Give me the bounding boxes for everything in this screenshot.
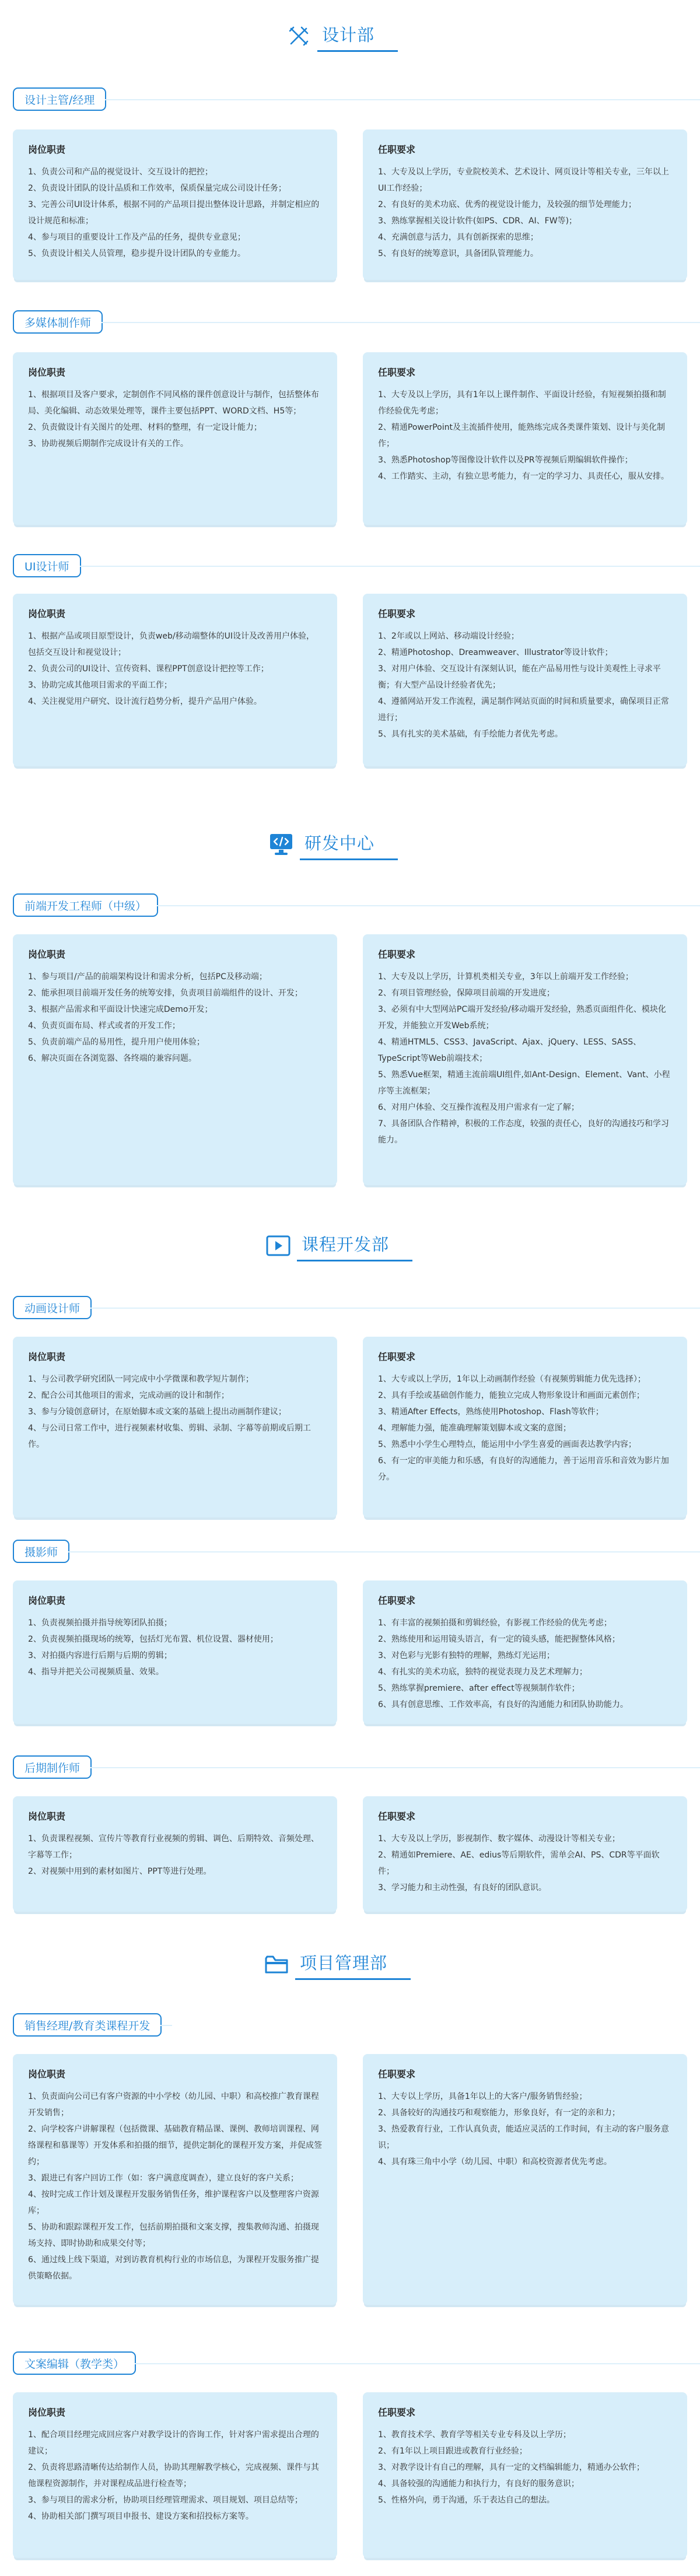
duty-item: 2、负责设计团队的设计品质和工作效率，保质保量完成公司设计任务； [28, 184, 286, 193]
requirement-item: 1、2年或以上网站、移动端设计经验； [378, 632, 519, 641]
duty-item: 2、能承担项目前端开发任务的统筹安排，负责项目前端组件的设计、开发； [28, 989, 303, 998]
requirement-item: 3、学习能力和主动性强，有良好的团队意识。 [378, 1883, 547, 1892]
requirements-card [363, 1796, 687, 1912]
requirement-item: 3、熟练掌握相关设计软件(如PS、CDR、AI、FW等)； [378, 216, 578, 226]
duties-title: 岗位职责 [28, 1811, 66, 1822]
pencil-ruler-icon [286, 23, 312, 49]
requirement-item: 1、大专以上学历，具备1年以上的大客户/服务销售经验； [378, 2092, 587, 2101]
position-tag: 多媒体制作师 [13, 310, 103, 334]
duties-title: 岗位职责 [28, 2069, 66, 2080]
requirements-title: 任职要求 [378, 367, 416, 378]
requirements-card [363, 1580, 687, 1724]
requirements-card [363, 352, 687, 525]
requirement-item: 1、有丰富的视频拍摄和剪辑经验，有影视工作经验的优先考虑； [378, 1618, 612, 1628]
position-tag: 前端开发工程师（中级） [13, 893, 158, 917]
requirement-item: 5、熟悉Vue框架，精通主流前端UI组件,如Ant-Design、Element、Vant、小程序等主流框架； [378, 1070, 670, 1096]
requirement-item: 3、对色彩与光影有独特的理解，熟练灯光运用； [378, 1651, 555, 1660]
folder-icon [264, 1951, 289, 1977]
requirement-item: 2、精通如Premiere、AE、edius等后期软件，需单会AI、PS、CDR等平面软件； [378, 1850, 660, 1876]
duty-item: 4、按时完成工作计划及课程开发服务销售任务，维护课程客户以及整理客户资源库； [28, 2190, 319, 2216]
duty-item: 2、向学校客户讲解课程（包括微课、基础教育精品课、课例、教师培训课程、网络课程和慕课等）开发体系和拍摄的细节，提供定制化的课程开发方案，并促成签约； [28, 2125, 322, 2167]
requirement-item: 1、大专及以上学历，影视制作、数字媒体、动漫设计等相关专业； [378, 1834, 620, 1843]
requirement-item: 2、熟练使用和运用镜头语言，有一定的镜头感，能把握整体风格； [378, 1635, 620, 1644]
duty-item: 3、完善公司UI设计体系，根据不同的产品项目提出整体设计思路，并制定相应的设计规范和标准； [28, 200, 320, 226]
duty-item: 3、参与项目的需求分析，协助项目经理管理需求、项目规划、项目总结等； [28, 2496, 303, 2505]
duty-item: 1、负责课程视频、宣传片等教育行业视频的剪辑、调色、后期特效、音频处理、字幕等工作； [28, 1834, 319, 1860]
duty-item: 6、通过线上线下渠道，对到访教育机构行业的市场信息，为课程开发服务推广提供策略依据。 [28, 2255, 319, 2281]
requirements-card [363, 129, 687, 280]
requirements-title: 任职要求 [378, 1595, 416, 1606]
requirement-item: 1、教育技术学、教育学等相关专业专科及以上学历； [378, 2430, 571, 2440]
video-play-icon [265, 1233, 291, 1259]
duties-card [13, 594, 337, 766]
requirement-item: 3、必须有中大型网站PC端开发经验/移动端开发经验，熟悉页面组件化、模块化开发，并能独立开发Web系统； [378, 1005, 666, 1031]
requirement-item: 6、有一定的审美能力和乐感，有良好的沟通能力，善于运用音乐和音效为影片加分。 [378, 1456, 669, 1482]
position-tag: 设计主管/经理 [13, 87, 106, 111]
duty-item: 5、负责前端产品的易用性，提升用户使用体验； [28, 1038, 205, 1047]
requirement-item: 1、大专及以上学历，计算机类相关专业，3年以上前端开发工作经验； [378, 972, 634, 982]
duties-card [13, 1580, 337, 1724]
requirement-item: 4、遵循网站开发工作流程，满足制作网站页面的时间和质量要求，确保项目正常进行； [378, 697, 669, 723]
requirements-card [363, 2392, 687, 2558]
duty-item: 2、负责视频拍摄现场的统筹，包括灯光布置、机位设置、器材使用； [28, 1635, 278, 1644]
requirements-title: 任职要求 [378, 949, 416, 960]
position-tag: 摄影师 [13, 1540, 69, 1563]
duty-item: 1、负责视频拍摄并指导统筹团队拍摄； [28, 1618, 172, 1628]
requirements-title: 任职要求 [378, 144, 416, 155]
requirement-item: 4、有扎实的美术功底，独特的视觉表现力及艺术理解力； [378, 1667, 587, 1677]
requirements-card [363, 934, 687, 1185]
duty-item: 1、负责面向公司已有客户资源的中小学校（幼儿园、中职）和高校推广教育课程开发销售； [28, 2092, 319, 2118]
department-header-course [0, 1228, 700, 1263]
duty-item: 3、协助视频后期制作完成设计有关的工作。 [28, 439, 188, 448]
department-header-design [0, 19, 700, 54]
requirements-card [363, 1337, 687, 1517]
duties-title: 岗位职责 [28, 1595, 66, 1606]
duty-item: 1、配合项目经理完成回应客户对教学设计的咨询工作，针对客户需求提出合理的建议； [28, 2430, 319, 2456]
requirement-item: 4、具有珠三角中小学（幼儿园、中职）和高校资源者优先考虑。 [378, 2157, 612, 2167]
duty-item: 3、协助完成其他项目需求的平面工作； [28, 681, 172, 690]
requirement-item: 2、精通Photoshop、Dreamweaver、Illustrator等设计软件； [378, 648, 613, 657]
requirement-item: 3、精通After Effects，熟练使用Photoshop、Flash等软件； [378, 1407, 604, 1417]
duties-card [13, 2392, 337, 2558]
department-header-rd [0, 827, 700, 862]
requirement-item: 2、具有手绘或基础创作能力，能独立完成人物形象设计和画面元素创作； [378, 1391, 645, 1400]
requirement-item: 1、大专或以上学历，1年以上动画制作经验（有视频剪辑能力优先选择）； [378, 1375, 646, 1384]
position-tag: 后期制作师 [13, 1755, 92, 1779]
duties-title: 岗位职责 [28, 144, 66, 155]
duty-item: 4、参与项目的重要设计工作及产品的任务，提供专业意见； [28, 233, 246, 242]
requirement-item: 2、有良好的美术功底、优秀的视觉设计能力，及较强的细节处理能力； [378, 200, 636, 209]
duty-item: 2、负责将思路清晰传达给制作人员，协助其理解教学核心，完成视频、课件与其他课程资源制作，并对课程成品进行检查等； [28, 2463, 319, 2489]
department-title: 研发中心 [302, 830, 378, 859]
duty-item: 5、负责设计相关人员管理，稳步提升设计团队的专业能力。 [28, 249, 246, 258]
duty-item: 3、对拍摄内容进行后期与后期的剪辑； [28, 1651, 172, 1660]
duty-item: 2、对视频中用到的素材如图片、PPT等进行处理。 [28, 1867, 212, 1876]
duties-card [13, 1796, 337, 1912]
department-header-project [0, 1947, 700, 1982]
position-tag: 销售经理/教育类课程开发 [13, 2013, 162, 2037]
requirement-item: 5、具有扎实的美术基础，有手绘能力者优先考虑。 [378, 730, 563, 739]
position-tag: 文案编辑（教学类） [13, 2351, 136, 2375]
duty-item: 1、与公司教学研究团队一同完成中小学微课和教学短片制作； [28, 1375, 254, 1384]
duty-item: 3、参与分镜创意研讨，在原始脚本或文案的基础上提出动画制作建议； [28, 1407, 286, 1417]
requirement-item: 3、对用户体验、交互设计有深刻认识，能在产品易用性与设计美观性上寻求平衡；有大型产品设计经验者优先； [378, 664, 661, 690]
department-title: 课程开发部 [299, 1232, 393, 1260]
position-tag: 动画设计师 [13, 1296, 92, 1319]
requirement-item: 5、性格外向，勇于沟通，乐于表达自己的想法。 [378, 2496, 555, 2505]
requirement-item: 1、大专及以上学历，具有1年以上课件制作、平面设计经验，有短视频拍摄和制作经验优先考虑； [378, 390, 666, 416]
requirement-item: 3、对教学设计有自己的理解，具有一定的文档编辑能力，精通办公软件； [378, 2463, 645, 2472]
duty-item: 2、负责做设计有关图片的处理、材料的整理，有一定设计能力； [28, 423, 262, 432]
duties-title: 岗位职责 [28, 1351, 66, 1362]
requirements-card [363, 2054, 687, 2305]
department-title: 项目管理部 [298, 1950, 391, 1979]
duties-card [13, 2054, 337, 2305]
duties-card [13, 1337, 337, 1517]
duty-item: 2、配合公司其他项目的需求，完成动画的设计和制作； [28, 1391, 229, 1400]
requirement-item: 5、熟悉中小学生心理特点，能运用中小学生喜爱的画面表达教学内容； [378, 1440, 636, 1449]
department-title: 设计部 [320, 22, 378, 51]
duties-title: 岗位职责 [28, 367, 66, 378]
duties-card [13, 934, 337, 1185]
requirement-item: 4、理解能力强，能准确理解策划脚本或文案的意图； [378, 1424, 571, 1433]
duty-item: 1、根据项目及客户要求，定制创作不同风格的课件创意设计与制作，包括整体布局、美化编辑、动态效果处理等，课件主要包括PPT、WORD文档、H5等； [28, 390, 319, 416]
requirement-item: 2、有1年以上项目跟进或教育行业经验； [378, 2447, 527, 2456]
duties-title: 岗位职责 [28, 2407, 66, 2418]
requirement-item: 2、具备较好的沟通技巧和观察能力，形象良好，有一定的亲和力； [378, 2108, 620, 2118]
requirement-item: 7、具备团队合作精神，积极的工作态度，较强的责任心，良好的沟通技巧和学习能力。 [378, 1119, 669, 1145]
duty-item: 5、协助和跟踪课程开发工作，包括前期拍摄和文案支撑，搜集教师沟通、拍摄现场支持、即时协助和成果交付等； [28, 2223, 319, 2248]
requirement-item: 4、充满创意与活力，具有创新探索的思维； [378, 233, 538, 242]
requirement-item: 4、精通HTML5、CSS3、JavaScript、Ajax、jQuery、LESS、SASS、TypeScript等Web前端技术； [378, 1038, 642, 1063]
duty-item: 4、协助相关部门撰写项目申报书、建设方案和招投标方案等。 [28, 2512, 254, 2521]
requirement-item: 3、熟悉Photoshop等图像设计软件以及PR等视频后期编辑软件操作； [378, 455, 633, 465]
requirements-title: 任职要求 [378, 2069, 416, 2080]
requirement-item: 6、具有创意思维、工作效率高，有良好的沟通能力和团队协助能力。 [378, 1700, 628, 1709]
duty-item: 6、解决页面在各浏览器、各终端的兼容问题。 [28, 1054, 197, 1063]
duty-item: 3、根据产品需求和平面设计快速完成Demo开发； [28, 1005, 213, 1014]
duty-item: 1、负责公司和产品的视觉设计、交互设计的把控； [28, 167, 213, 177]
requirement-item: 4、具备较强的沟通能力和执行力，有良好的服务意识； [378, 2479, 579, 2489]
position-tag: UI设计师 [13, 554, 81, 577]
duty-item: 1、参与项目/产品的前端架构设计和需求分析，包括PC及移动端； [28, 972, 267, 982]
duties-card [13, 129, 337, 280]
duty-item: 4、与公司日常工作中，进行视频素材收集、剪辑、录制、字幕等前期或后期工作。 [28, 1424, 311, 1449]
code-monitor-icon [268, 832, 294, 857]
duty-item: 4、负责页面布局、样式或者的开发工作； [28, 1021, 180, 1031]
requirements-title: 任职要求 [378, 1351, 416, 1362]
duty-item: 4、指导并把关公司视频质量、效果。 [28, 1667, 164, 1677]
requirements-title: 任职要求 [378, 608, 416, 619]
requirements-title: 任职要求 [378, 1811, 416, 1822]
requirements-title: 任职要求 [378, 2407, 416, 2418]
requirement-item: 4、工作踏实、主动，有独立思考能力，有一定的学习力、具责任心，服从安排。 [378, 472, 669, 481]
requirement-item: 1、大专及以上学历，专业院校美术、艺术设计、网页设计等相关专业，三年以上UI工作经验； [378, 167, 669, 193]
requirement-item: 5、熟练掌握premiere、after effect等视频制作软件； [378, 1684, 580, 1693]
duties-card [13, 352, 337, 525]
duty-item: 1、根据产品或项目原型设计，负责web/移动端整体的UI设计及改善用户体验，包括交互设计和视觉设计； [28, 632, 314, 657]
requirement-item: 6、对用户体验、交互操作流程及用户需求有一定了解； [378, 1103, 579, 1112]
duty-item: 2、负责公司的UI设计、宣传资料、课程PPT创意设计把控等工作； [28, 664, 269, 674]
requirement-item: 2、精通PowerPoint及主流插件使用，能熟练完成各类课件策划、设计与美化制作； [378, 423, 665, 448]
duties-title: 岗位职责 [28, 949, 66, 960]
duties-title: 岗位职责 [28, 608, 66, 619]
requirement-item: 2、有项目管理经验，保障项目前端的开发进度； [378, 989, 555, 998]
duty-item: 4、关注视觉用户研究、设计流行趋势分析，提升产品用户体验。 [28, 697, 262, 706]
requirement-item: 5、有良好的统筹意识，具备团队管理能力。 [378, 249, 538, 258]
requirement-item: 3、热爱教育行业，工作认真负责，能适应灵活的工作时间，有主动的客户服务意识； [378, 2125, 669, 2150]
duty-item: 3、跟进已有客户回访工作（如：客户满意度调查），建立良好的客户关系； [28, 2174, 299, 2183]
requirements-card [363, 594, 687, 766]
